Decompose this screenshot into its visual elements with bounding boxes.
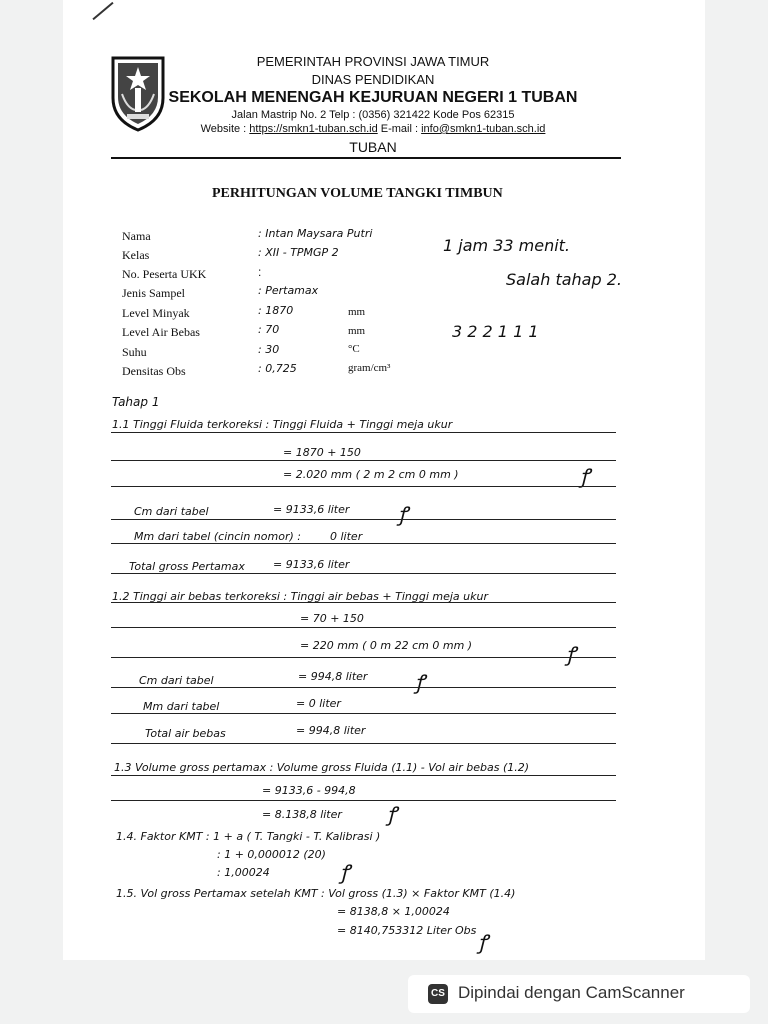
- ruled-line: [111, 627, 616, 628]
- note-correction: Salah tahap 2.: [506, 270, 622, 289]
- camscanner-badge: [408, 975, 750, 1013]
- check-mark: ꝭ: [340, 860, 350, 884]
- value-nama: : Intan Maysara Putri: [258, 227, 373, 240]
- s14-line1: : 1 + 0,000012 (20): [217, 848, 326, 861]
- label-suhu: Suhu: [122, 345, 147, 359]
- email-label: E-mail :: [377, 123, 422, 135]
- section-tahap: Tahap 1: [112, 395, 160, 409]
- ruled-line: [111, 602, 616, 603]
- cm-tabel2-label: Cm dari tabel: [139, 674, 214, 687]
- total-gross-label: Total gross Pertamax: [129, 560, 245, 573]
- header-address: Jalan Mastrip No. 2 Telp : (0356) 321422 Kode Pos 62315: [231, 109, 515, 121]
- s15-title: 1.5. Vol gross Pertamax setelah KMT : Vol gross (1.3) × Faktor KMT (1.4): [116, 887, 516, 900]
- value-peserta: :: [258, 265, 262, 279]
- unit-level-air: mm: [348, 325, 366, 337]
- ruled-line: [111, 800, 616, 801]
- camscanner-label: Dipindai dengan CamScanner: [458, 983, 685, 1002]
- unit-level-minyak: mm: [348, 306, 366, 318]
- ruled-line: [111, 687, 616, 688]
- ruled-line: [111, 543, 616, 544]
- unit-densitas: gram/cm³: [348, 362, 391, 374]
- s12-line1: = 70 + 150: [300, 612, 364, 625]
- header-department: DINAS PENDIDIKAN: [311, 72, 435, 87]
- label-jenis-sampel: Jenis Sampel: [122, 286, 185, 300]
- unit-suhu: °C: [348, 343, 360, 355]
- s13-line2: = 8.138,8 liter: [262, 808, 342, 821]
- website-link[interactable]: https://smkn1-tuban.sch.id: [249, 123, 378, 135]
- header-city: TUBAN: [349, 139, 397, 155]
- s11-line1: = 1870 + 150: [283, 446, 361, 459]
- label-level-air: Level Air Bebas: [122, 325, 200, 339]
- s11-title: 1.1 Tinggi Fluida terkoreksi : Tinggi Fluida + Tinggi meja ukur: [112, 418, 453, 431]
- check-mark: ꝭ: [566, 642, 576, 666]
- s14-line2: : 1,00024: [217, 866, 270, 879]
- label-peserta: No. Peserta UKK: [122, 267, 207, 281]
- value-kelas: : XII - TPMGP 2: [258, 246, 339, 259]
- s15-line1: = 8138,8 × 1,00024: [337, 905, 450, 918]
- cm-tabel-label: Cm dari tabel: [134, 505, 209, 518]
- label-kelas: Kelas: [122, 248, 150, 262]
- ruled-line: [111, 519, 616, 520]
- total-gross-value: = 9133,6 liter: [273, 558, 350, 571]
- s12-line2: = 220 mm ( 0 m 22 cm 0 mm ): [300, 639, 473, 652]
- document-title: PERHITUNGAN VOLUME TANGKI TIMBUN: [212, 186, 503, 201]
- website-label: Website :: [200, 123, 250, 135]
- value-jenis-sampel: : Pertamax: [258, 284, 319, 297]
- note-duration: 1 jam 33 menit.: [443, 236, 571, 255]
- value-densitas: : 0,725: [258, 362, 297, 375]
- check-mark: ꝭ: [478, 930, 488, 954]
- ruled-line: [111, 713, 616, 714]
- total-air-value: = 994,8 liter: [296, 724, 366, 737]
- s15-line2: = 8140,753312 Liter Obs: [337, 924, 477, 937]
- ruled-line: [111, 743, 616, 744]
- ruled-line: [111, 573, 616, 574]
- email-link[interactable]: info@smkn1-tuban.sch.id: [421, 123, 546, 135]
- ruled-line: [111, 460, 616, 461]
- check-mark: ꝭ: [415, 670, 425, 694]
- ruled-line: [111, 775, 616, 776]
- mm-tabel-label: Mm dari tabel (cincin nomor) :: [134, 530, 301, 543]
- note-scores: 3 2 2 1 1 1: [452, 322, 539, 341]
- s11-line2: = 2.020 mm ( 2 m 2 cm 0 mm ): [283, 468, 459, 481]
- value-suhu: : 30: [258, 343, 280, 356]
- ruled-line: [111, 432, 616, 433]
- check-mark: ꝭ: [387, 802, 397, 826]
- mm-tabel2-label: Mm dari tabel: [143, 700, 220, 713]
- ruled-line: [111, 657, 616, 658]
- s13-title: 1.3 Volume gross pertamax : Volume gross Fluida (1.1) - Vol air bebas (1.2): [114, 761, 530, 774]
- cm-tabel-value: = 9133,6 liter: [273, 503, 350, 516]
- s13-line1: = 9133,6 - 994,8: [262, 784, 356, 797]
- value-level-minyak: : 1870: [258, 304, 294, 317]
- header-contact: [168, 123, 578, 135]
- header-government: PEMERINTAH PROVINSI JAWA TIMUR: [256, 54, 490, 69]
- header-school-name: SEKOLAH MENENGAH KEJURUAN NEGERI 1 TUBAN: [168, 89, 578, 106]
- label-nama: Nama: [122, 229, 151, 243]
- mm-tabel-value: 0 liter: [330, 530, 363, 543]
- label-level-minyak: Level Minyak: [122, 306, 190, 320]
- school-crest-logo: [107, 52, 169, 132]
- s14-title: 1.4. Faktor KMT : 1 + a ( T. Tangki - T. Kalibrasi ): [116, 830, 381, 843]
- check-mark: ꝭ: [580, 464, 590, 488]
- value-level-air: : 70: [258, 323, 280, 336]
- header-divider: [111, 157, 621, 159]
- mm-tabel2-value: = 0 liter: [296, 697, 341, 710]
- s12-title: 1.2 Tinggi air bebas terkoreksi : Tinggi air bebas + Tinggi meja ukur: [112, 590, 488, 603]
- total-air-label: Total air bebas: [145, 727, 226, 740]
- label-densitas: Densitas Obs: [122, 364, 186, 378]
- ruled-line: [111, 486, 616, 487]
- camscanner-icon: CS: [428, 984, 448, 1004]
- cm-tabel2-value: = 994,8 liter: [298, 670, 368, 683]
- check-mark: ꝭ: [398, 502, 408, 526]
